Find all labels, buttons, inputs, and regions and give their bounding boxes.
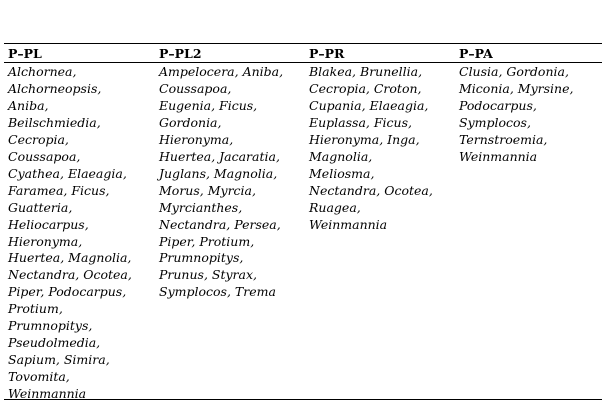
table-row bbox=[4, 63, 602, 402]
cell-p-pr-genera: Blakea, Brunellia, Cecropia, Croton, Cupania, Elaeagia, Euplassa, Ficus, Hieronyma, Inga, Magnolia, Meliosma, Nectandra, Ocotea, Ruagea, Weinmannia bbox=[309, 64, 433, 232]
table-header-row bbox=[4, 44, 602, 62]
header-p-pl: P–PL bbox=[8, 46, 42, 61]
header-p-pa: P–PA bbox=[459, 46, 493, 61]
header-p-pl2: P–PL2 bbox=[159, 46, 202, 61]
cell-p-pa-genera: Clusia, Gordonia, Miconia, Myrsine, Podocarpus, Symplocos, Ternstroemia, Weinmannia bbox=[459, 64, 574, 164]
cell-p-pl2-genera: Ampelocera, Aniba, Coussapoa, Eugenia, Ficus, Gordonia, Hieronyma, Huertea, Jacaratia, Juglans, Magnolia, Morus, Myrcia, Myrcianthes, Nectandra, Persea, Piper, Protium, Prumnopitys, Prunus, Styrax, Symplocos, Trema bbox=[159, 64, 284, 300]
cell-p-pl-genera: Alchornea, Alchorneopsis, Aniba, Beilschmiedia, Cecropia, Coussapoa, Cyathea, Elaeagia, Faramea, Ficus, Guatteria, Heliocarpus, Hieronyma, Huertea, Magnolia, Nectandra, Ocotea, Piper, Podocarpus, Protium, Prumnopitys, Pseudolmedia, Sapium, Simira, Tovomita, Weinmannia bbox=[8, 64, 132, 402]
genera-table bbox=[4, 43, 602, 400]
table-bottom-rule bbox=[4, 399, 602, 400]
header-p-pr: P–PR bbox=[309, 46, 345, 61]
